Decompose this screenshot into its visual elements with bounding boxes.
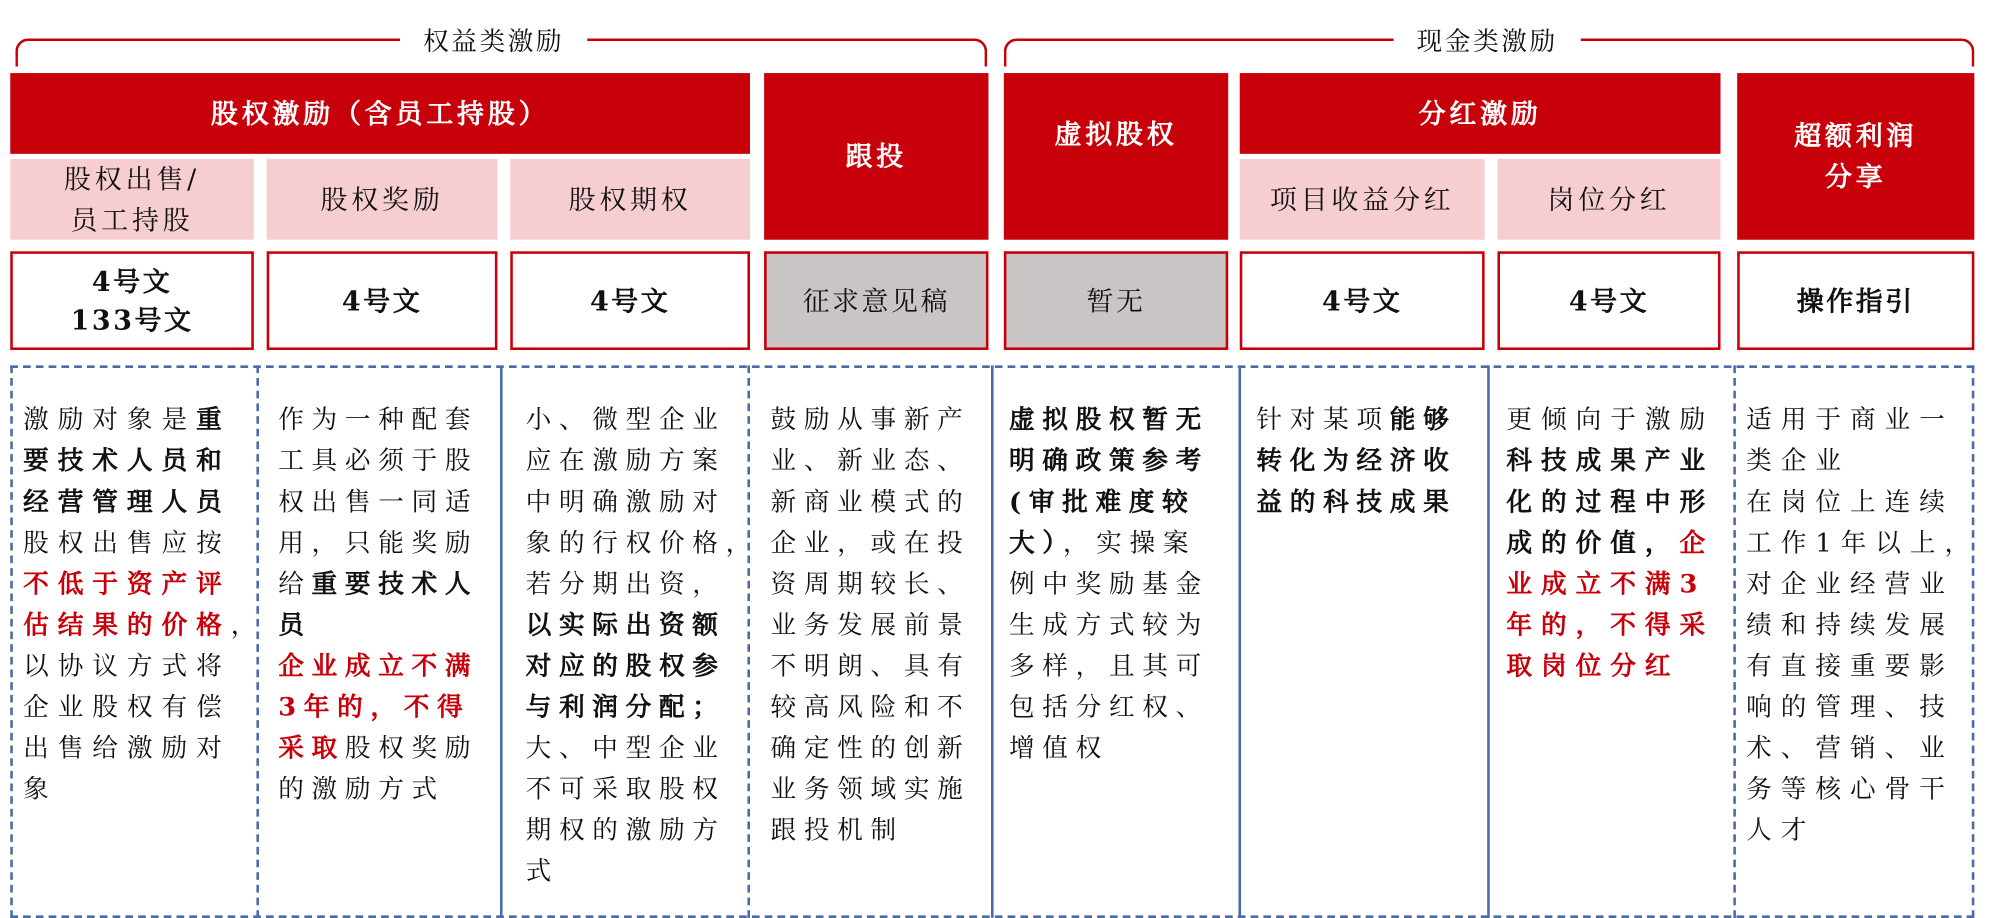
header-excess-profit bbox=[1737, 73, 1974, 240]
column-divider bbox=[1733, 365, 1736, 918]
description-text: 小、微型企业 应在激励方案 中明确激励对 象的行权价格， 若分期出资， bbox=[525, 403, 759, 599]
description-equity-sale bbox=[23, 399, 265, 809]
description-text: ，实操案 例中奖励基金 生成方式较为 多样，且其可 包括分红权、 增值权 bbox=[1008, 526, 1209, 763]
subheader-equity-award bbox=[267, 159, 498, 240]
column-divider bbox=[1487, 365, 1490, 918]
header-label: 股权激励（含员工持股） bbox=[210, 96, 550, 129]
column-divider bbox=[500, 365, 503, 918]
subheader-project-dividend bbox=[1240, 159, 1485, 240]
description-text: 科技成果产业 化的过程中形 成的价值， bbox=[1506, 444, 1715, 558]
column-divider bbox=[991, 365, 994, 918]
description-text: 重 要技术人员和 经营管理人员 bbox=[23, 403, 231, 517]
column-divider bbox=[1238, 365, 1241, 918]
subheader-label: 股权期权 bbox=[568, 183, 692, 215]
description-co-invest bbox=[771, 399, 971, 850]
highlight-text: 不低于资产评 估结果的价格 bbox=[23, 567, 231, 640]
subheader-equity-sale bbox=[10, 159, 254, 240]
subheader-position-dividend bbox=[1497, 159, 1720, 240]
description-text: 重要技术人 员 bbox=[278, 567, 479, 640]
subheader-label: 岗位分红 bbox=[1547, 183, 1671, 215]
description-virtual-equity bbox=[1009, 399, 1209, 768]
description-text: 股权出售应按 bbox=[23, 526, 231, 558]
header-label: 超额利润 分享 bbox=[1794, 119, 1918, 193]
cash-group-label: 现金类激励 bbox=[1394, 21, 1581, 58]
description-text: ， 以协议方式将 企业股权有偿 出售给激励对 象 bbox=[23, 608, 266, 804]
description-text: 适用于商业一 类企业 在岗位上连续 工作1年以上， 对企业经营业 绩和持续发展 有直接重要影 响的管理、技 术、营销、业 务等核心骨干 人才 bbox=[1746, 403, 1980, 845]
header-label: 跟投 bbox=[845, 139, 908, 172]
document-box: 暂无 bbox=[1004, 251, 1228, 350]
description-text: 激励对象是 bbox=[23, 403, 197, 435]
description-text: 作为一种配套 工具必须于股 权出售一同适 用，只能奖励 给 bbox=[278, 403, 479, 599]
subheader-label: 项目收益分红 bbox=[1269, 183, 1455, 215]
header-label: 虚拟股权 bbox=[1054, 117, 1178, 150]
header-dividend-incentive bbox=[1240, 73, 1721, 154]
description-text: 以实际出资额 对应的股权参 与利润分配； bbox=[525, 608, 726, 722]
document-box: 4号文 bbox=[267, 251, 498, 350]
description-text: 更倾向于激励 bbox=[1506, 403, 1715, 435]
header-co-invest bbox=[764, 73, 988, 240]
description-text: 大、中型企业 不可采取股权 期权的激励方 式 bbox=[525, 732, 726, 886]
description-text: 针对某项 bbox=[1256, 403, 1390, 435]
description-text: 能够 转化为经济收 益的科技成果 bbox=[1256, 403, 1457, 517]
highlight-text: 企业成立不满 3年的，不得 采取 bbox=[278, 649, 479, 763]
description-text: 鼓励从事新产 业、新业态、 新商业模式的 企业，或在投 资周期较长、 业务发展前景 不明朗、具有 较高风险和不 确定性的创新 业务领域实施 跟投机制 bbox=[770, 403, 971, 845]
description-position-dividend bbox=[1506, 399, 1714, 686]
description-excess-profit bbox=[1746, 399, 1979, 850]
equity-group-label: 权益类激励 bbox=[400, 21, 587, 58]
document-box: 4号文 133号文 bbox=[10, 251, 254, 350]
header-equity-incentive bbox=[10, 73, 750, 154]
document-box: 4号文 bbox=[1497, 251, 1720, 350]
subheader-equity-option bbox=[510, 159, 750, 240]
subheader-label: 股权出售/ 员工持股 bbox=[64, 163, 201, 236]
document-box: 4号文 bbox=[510, 251, 750, 350]
header-virtual-equity bbox=[1004, 73, 1228, 240]
description-text: 股权奖励 的激励方式 bbox=[278, 732, 479, 804]
highlight-text: 企 业成立不满3 年的，不得采 取岗位分红 bbox=[1506, 526, 1715, 681]
subheader-label: 股权奖励 bbox=[320, 183, 444, 215]
header-label: 分红激励 bbox=[1418, 96, 1542, 129]
document-box: 操作指引 bbox=[1737, 251, 1974, 350]
description-text: 虚拟股权暂无 明确政策参考 (审批难度较 大） bbox=[1008, 403, 1209, 558]
document-box: 征求意见稿 bbox=[764, 251, 988, 350]
document-box: 4号文 bbox=[1240, 251, 1485, 350]
description-equity-award bbox=[278, 399, 478, 809]
description-project-dividend bbox=[1256, 399, 1456, 522]
description-equity-option bbox=[526, 399, 759, 891]
